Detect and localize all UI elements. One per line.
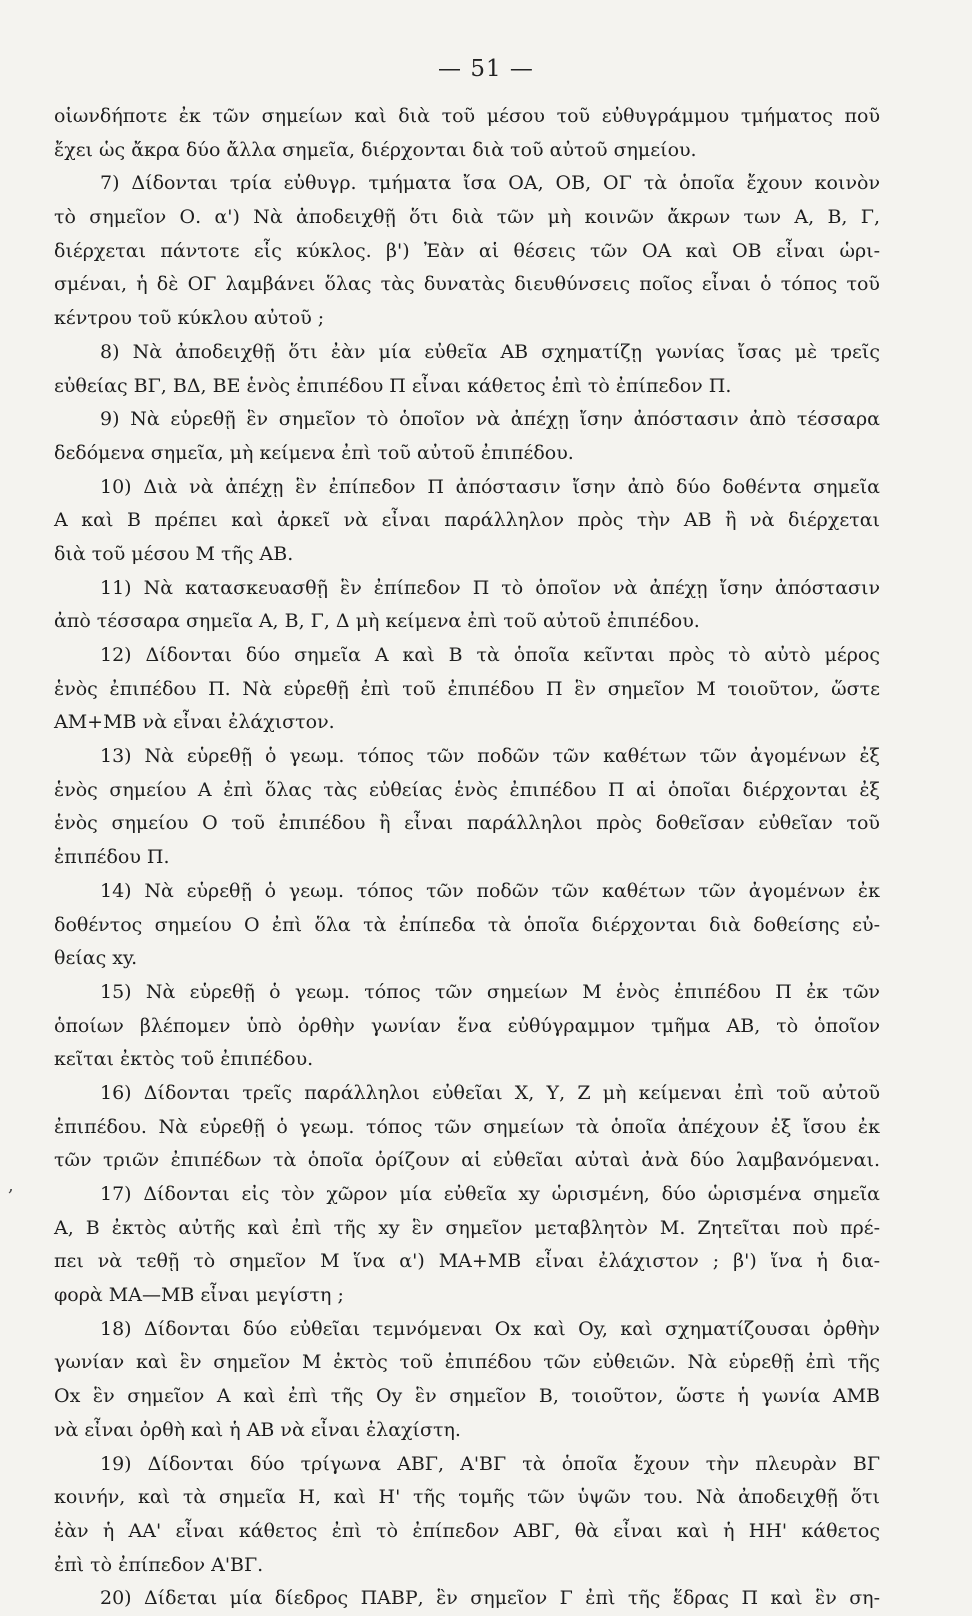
text-line: ἐὰν ἡ ΑΑ' εἶναι κάθετος ἐπὶ τὸ ἐπίπεδον ΑΒΓ, θὰ εἶναι καὶ ἡ ΗΗ' κάθετος xyxy=(54,1519,880,1542)
text-line: 15) Νὰ εὑρεθῇ ὁ γεωμ. τόπος τῶν σημείων Μ ἑνὸς ἐπιπέδου Π ἐκ τῶν xyxy=(100,980,880,1003)
text-line: νὰ εἶναι ὀρθὴ καὶ ἡ ΑΒ νὰ εἶναι ἐλαχίστη. xyxy=(54,1418,461,1441)
text-line: κοινήν, καὶ τὰ σημεῖα Η, καὶ Η' τῆς τομῆς τῶν ὑψῶν του. Νὰ ἀποδειχθῇ ὅτι xyxy=(54,1486,880,1509)
text-line: γωνίαν καὶ ἓν σημεῖον Μ ἐκτὸς τοῦ ἐπιπέδου τῶν εὐθειῶν. Νὰ εὑρεθῇ ἐπὶ τῆς xyxy=(54,1351,880,1374)
text-line: τῶν τριῶν ἐπιπέδων τὰ ὁποῖα ὁρίζουν αἱ εὐθεῖαι αὐταὶ ἀνὰ δύο λαμβανόμεναι. xyxy=(54,1149,880,1172)
text-line: πει νὰ τεθῇ τὸ σημεῖον Μ ἵνα α') ΜΑ+ΜΒ εἶναι ἐλάχιστον ; β') ἵνα ἡ δια- xyxy=(54,1250,880,1273)
text-line: 11) Νὰ κατασκευασθῇ ἓν ἐπίπεδον Π τὸ ὁποῖον νὰ ἀπέχῃ ἴσην ἀπόστασιν xyxy=(100,576,880,599)
text-line: θείας xy. xyxy=(54,947,138,970)
text-line: 18) Δίδονται δύο εὐθεῖαι τεμνόμεναι Οx καὶ Οy, καὶ σχηματίζουσαι ὀρθὴν xyxy=(100,1317,880,1340)
text-line: οἱωνδήποτε ἐκ τῶν σημείων καὶ διὰ τοῦ μέσου τοῦ εὐθυγράμμου τμήματος ποῦ xyxy=(54,105,880,127)
text-line: διὰ τοῦ μέσου Μ τῆς ΑΒ. xyxy=(54,542,294,565)
text-line: ἑνὸς ἐπιπέδου Π. Νὰ εὑρεθῇ ἐπὶ τοῦ ἐπιπέδου Π ἓν σημεῖον Μ τοιοῦτον, ὥστε xyxy=(54,677,880,700)
text-line: 12) Δίδονται δύο σημεῖα Α καὶ Β τὰ ὁποῖα κεῖνται πρὸς τὸ αὐτὸ μέρος xyxy=(100,644,880,666)
text-line: Οx ἓν σημεῖον Α καὶ ἐπὶ τῆς Οy ἓν σημεῖον Β, τοιοῦτον, ὥστε ἡ γωνία ΑΜΒ xyxy=(54,1385,880,1408)
text-line: ἀπὸ τέσσαρα σημεῖα Α, Β, Γ, Δ μὴ κείμενα ἐπὶ τοῦ αὐτοῦ ἐπιπέδου. xyxy=(54,610,700,633)
text-line: ἑνὸς σημείου Ο τοῦ ἐπιπέδου ἢ εἶναι παράλληλοι πρὸς δοθεῖσαν εὐθεῖαν τοῦ xyxy=(54,812,880,835)
text-line: Α, Β ἐκτὸς αὐτῆς καὶ ἐπὶ τῆς xy ἓν σημεῖον μεταβλητὸν Μ. Ζητεῖται ποὺ πρέ- xyxy=(54,1216,880,1239)
text-line: 7) Δίδονται τρία εὐθυγρ. τμήματα ἴσα ΟΑ, ΟΒ, ΟΓ τὰ ὁποῖα ἔχουν κοινὸν xyxy=(100,172,880,195)
text-line: φορὰ ΜΑ—ΜΒ εἶναι μεγίστη ; xyxy=(54,1284,344,1307)
text-line: 17) Δίδονται εἰς τὸν χῶρον μία εὐθεῖα xy ὡρισμένη, δύο ὡρισμένα σημεῖα xyxy=(100,1183,880,1205)
text-line: ἐπὶ τὸ ἐπίπεδον Α'ΒΓ. xyxy=(54,1553,264,1576)
text-line: τὸ σημεῖον Ο. α') Νὰ ἀποδειχθῇ ὅτι διὰ τῶν μὴ κοινῶν ἄκρων των Α, Β, Γ, xyxy=(54,206,880,229)
body-text xyxy=(54,100,880,1616)
text-line: κεῖται ἐκτὸς τοῦ ἐπιπέδου. xyxy=(54,1048,314,1071)
text-line: δοθέντος σημείου Ο ἐπὶ ὅλα τὰ ἐπίπεδα τὰ ὁποῖα διέρχονται διὰ δοθείσης εὐ- xyxy=(54,913,880,936)
text-line: κέντρου τοῦ κύκλου αὐτοῦ ; xyxy=(54,307,325,330)
text-line: 8) Νὰ ἀποδειχθῇ ὅτι ἐὰν μία εὐθεῖα ΑΒ σχηματίζῃ γωνίας ἴσας μὲ τρεῖς xyxy=(100,340,880,363)
text-line: ἔχει ὡς ἄκρα δύο ἄλλα σημεῖα, διέρχονται διὰ τοῦ αὐτοῦ σημείου. xyxy=(54,138,697,161)
margin-mark: , xyxy=(8,1175,14,1196)
text-line: 9) Νὰ εὑρεθῇ ἓν σημεῖον τὸ ὁποῖον νὰ ἀπέχῃ ἴσην ἀπόστασιν ἀπὸ τέσσαρα xyxy=(100,408,880,431)
text-line: Α καὶ Β πρέπει καὶ ἀρκεῖ νὰ εἶναι παράλληλον πρὸς τὴν ΑΒ ἢ νὰ διέρχεται xyxy=(54,509,880,532)
page-number: — 51 — xyxy=(438,56,534,82)
text-line: διέρχεται πάντοτε εἷς κύκλος. β') Ἐὰν αἱ θέσεις τῶν ΟΑ καὶ ΟΒ εἶναι ὡρι- xyxy=(54,239,880,262)
text-line: ΑΜ+ΜΒ νὰ εἶναι ἐλάχιστον. xyxy=(54,711,335,734)
text-line: εὐθείας ΒΓ, ΒΔ, ΒΕ ἑνὸς ἐπιπέδου Π εἶναι κάθετος ἐπὶ τὸ ἐπίπεδον Π. xyxy=(54,374,732,397)
text-line: 13) Νὰ εὑρεθῇ ὁ γεωμ. τόπος τῶν ποδῶν τῶν καθέτων τῶν ἀγομένων ἐξ xyxy=(100,745,880,768)
text-line: ἐπιπέδου Π. xyxy=(54,846,170,869)
text-line: 19) Δίδονται δύο τρίγωνα ΑΒΓ, Α'ΒΓ τὰ ὁποῖα ἔχουν τὴν πλευρὰν ΒΓ xyxy=(100,1452,880,1475)
text-line: ἐπιπέδου. Νὰ εὑρεθῇ ὁ γεωμ. τόπος τῶν σημείων τὰ ὁποῖα ἀπέχουν ἐξ ἴσου ἐκ xyxy=(54,1115,880,1138)
text-line: σμέναι, ἡ δὲ ΟΓ λαμβάνει ὅλας τὰς δυνατὰς διευθύνσεις ποῖος εἶναι ὁ τόπος τοῦ xyxy=(54,273,880,296)
text-line: δεδόμενα σημεῖα, μὴ κείμενα ἐπὶ τοῦ αὐτοῦ ἐπιπέδου. xyxy=(54,441,574,464)
text-line: ἑνὸς σημείου Α ἐπὶ ὅλας τὰς εὐθείας ἑνὸς ἐπιπέδου Π αἱ ὁποῖαι διέρχονται ἐξ xyxy=(54,778,880,801)
text-line: 10) Διὰ νὰ ἀπέχῃ ἓν ἐπίπεδον Π ἀπόστασιν ἴσην ἀπὸ δύο δοθέντα σημεῖα xyxy=(100,475,880,498)
text-line: ὁποίων βλέπομεν ὑπὸ ὀρθὴν γωνίαν ἕνα εὐθύγραμμον τμῆμα ΑΒ, τὸ ὁποῖον xyxy=(54,1014,880,1037)
text-line: 14) Νὰ εὑρεθῇ ὁ γεωμ. τόπος τῶν ποδῶν τῶν καθέτων τῶν ἀγομένων ἐκ xyxy=(100,879,880,902)
text-line: 20) Δίδεται μία δίεδρος ΠΑΒΡ, ἓν σημεῖον Γ ἐπὶ τῆς ἕδρας Π καὶ ἓν ση- xyxy=(100,1587,880,1610)
text-line: 16) Δίδονται τρεῖς παράλληλοι εὐθεῖαι Χ, Υ, Ζ μὴ κείμεναι ἐπὶ τοῦ αὐτοῦ xyxy=(100,1081,880,1104)
